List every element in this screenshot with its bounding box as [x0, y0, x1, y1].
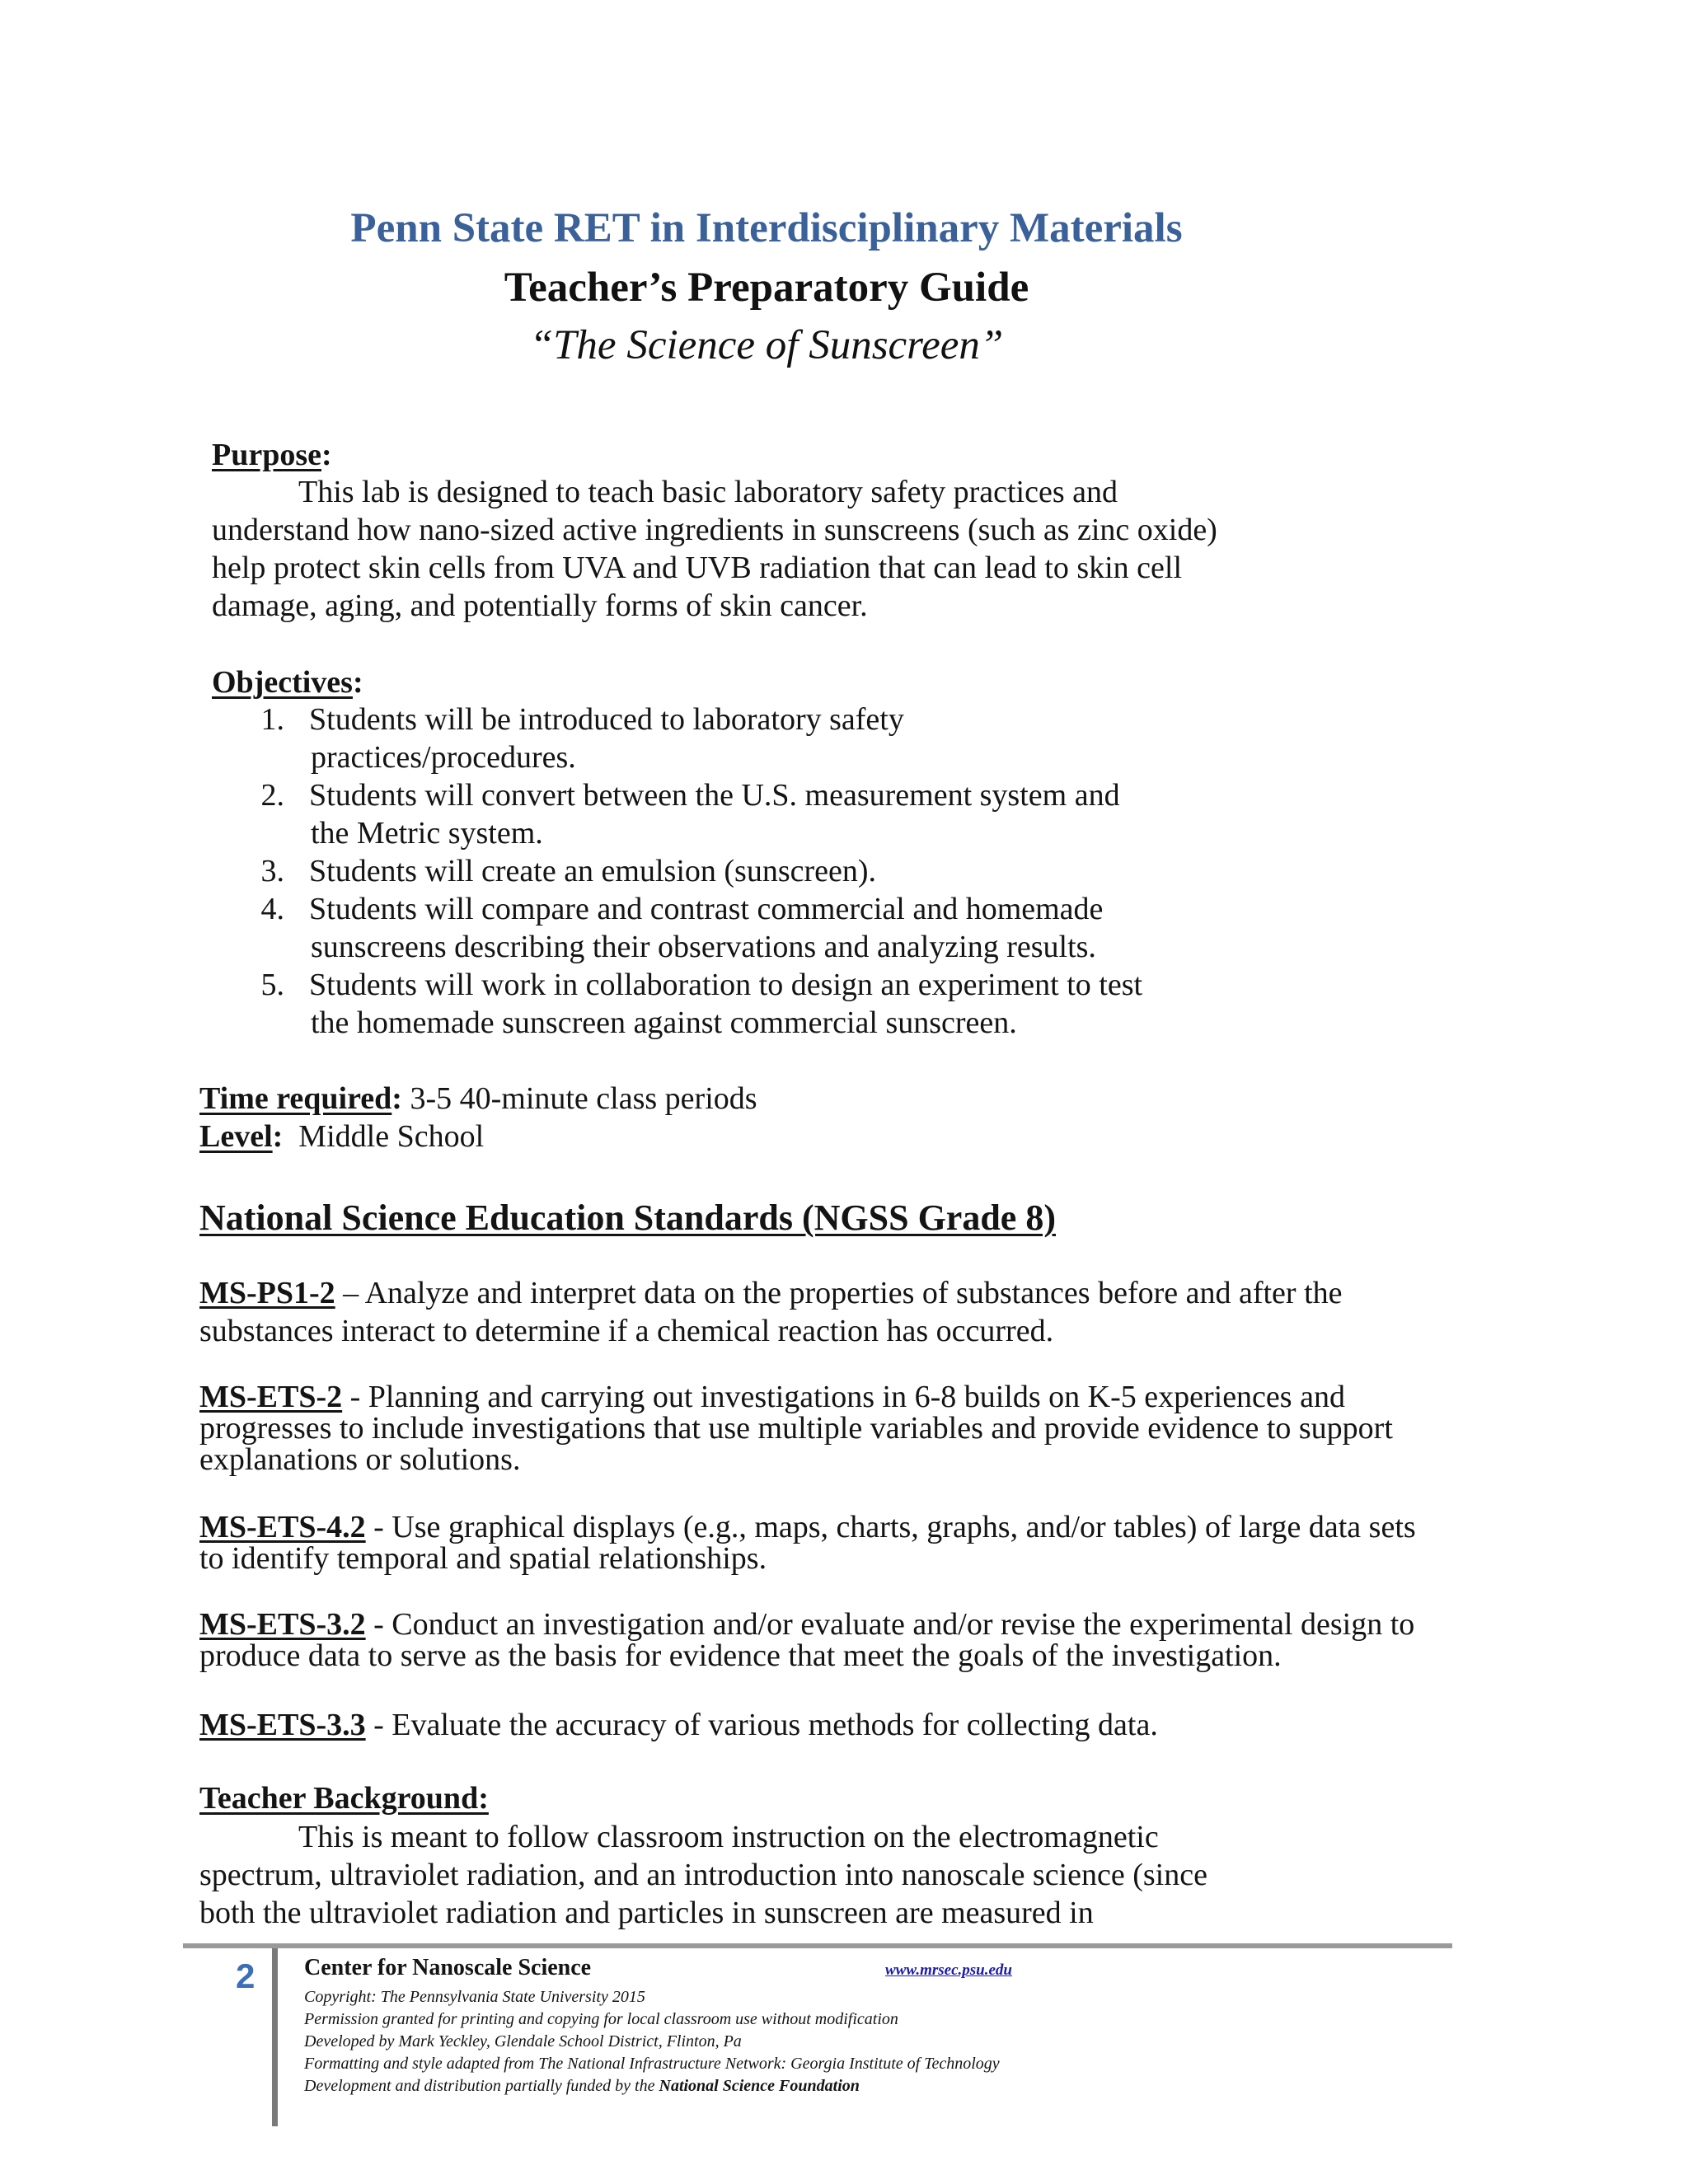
footer-copyright: Copyright: The Pennsylvania State University 2015 [304, 1988, 645, 2006]
objectives-heading: Objectives: [212, 665, 363, 700]
purpose-line: help protect skin cells from UVA and UVB radiation that can lead to skin cell [212, 551, 1183, 585]
guide-title: Teacher’s Preparatory Guide [504, 265, 1029, 311]
footer-formatting: Formatting and style adapted from The National Infrastructure Network: Georgia Institute of Technology [304, 2055, 1000, 2073]
program-title: Penn State RET in Interdisciplinary Materials [350, 205, 1183, 251]
time-required: Time required: 3-5 40-minute class periods [199, 1081, 757, 1116]
standard-item: MS-ETS-3.3 - Evaluate the accuracy of various methods for collecting data. [199, 1708, 1158, 1742]
lesson-title: “The Science of Sunscreen” [529, 322, 1004, 368]
background-line: This is meant to follow classroom instruction on the electromagnetic [298, 1820, 1159, 1854]
standard-item: MS-PS1-2 – Analyze and interpret data on the properties of substances before and after the [199, 1276, 1343, 1310]
purpose-heading: Purpose: [212, 438, 332, 472]
purpose-line: damage, aging, and potentially forms of skin cancer. [212, 588, 868, 623]
objective-item: 5. Students will work in collaboration to design an experiment to test [260, 968, 1143, 1002]
standard-item: MS-ETS-4.2 - Use graphical displays (e.g., maps, charts, graphs, and/or tables) of large data sets [199, 1510, 1416, 1544]
standard-line: to identify temporal and spatial relationships. [199, 1541, 767, 1576]
purpose-line: This lab is designed to teach basic laboratory safety practices and [298, 475, 1118, 509]
footer-center-name: Center for Nanoscale Science [304, 1955, 592, 1980]
footer-divider [183, 1943, 1452, 1948]
objective-item: 1. Students will be introduced to laboratory safety [260, 702, 904, 737]
background-line: spectrum, ultraviolet radiation, and an introduction into nanoscale science (since [199, 1858, 1207, 1892]
objective-line: sunscreens describing their observations and analyzing results. [311, 930, 1096, 964]
objective-line: the homemade sunscreen against commercial sunscreen. [311, 1005, 1017, 1040]
footer-vertical-divider [272, 1948, 278, 2126]
footer-permission: Permission granted for printing and copying for local classroom use without modification [304, 2010, 898, 2028]
standard-line: substances interact to determine if a chemical reaction has occurred. [199, 1314, 1054, 1348]
objective-item: 2. Students will convert between the U.S. measurement system and [260, 778, 1120, 813]
background-line: both the ultraviolet radiation and particles in sunscreen are measured in [199, 1896, 1094, 1930]
footer-developer: Developed by Mark Yeckley, Glendale School District, Flinton, Pa [304, 2032, 742, 2050]
objective-item: 4. Students will compare and contrast commercial and homemade [260, 892, 1104, 926]
footer-funding: Development and distribution partially funded by the National Science Foundation [304, 2077, 860, 2095]
objective-item: 3. Students will create an emulsion (sunscreen). [260, 854, 877, 888]
standards-heading: National Science Education Standards (NGSS Grade 8) [199, 1197, 1056, 1238]
level: Level: Middle School [199, 1119, 485, 1154]
standard-item: MS-ETS-3.2 - Conduct an investigation and/or evaluate and/or revise the experimental design to [199, 1607, 1415, 1642]
footer-url-link[interactable]: www.mrsec.psu.edu [885, 1961, 1012, 1979]
objective-line: practices/procedures. [311, 740, 576, 775]
purpose-line: understand how nano-sized active ingredients in sunscreens (such as zinc oxide) [212, 513, 1217, 547]
standard-item: MS-ETS-2 - Planning and carrying out investigations in 6-8 builds on K-5 experiences and [199, 1380, 1345, 1414]
page-number: 2 [236, 1957, 256, 1995]
background-heading: Teacher Background: [199, 1781, 489, 1816]
standard-line: explanations or solutions. [199, 1442, 521, 1477]
standard-line: produce data to serve as the basis for evidence that meet the goals of the investigation. [199, 1638, 1282, 1673]
standard-line: progresses to include investigations that use multiple variables and provide evidence to support [199, 1411, 1393, 1446]
objective-line: the Metric system. [311, 816, 543, 851]
